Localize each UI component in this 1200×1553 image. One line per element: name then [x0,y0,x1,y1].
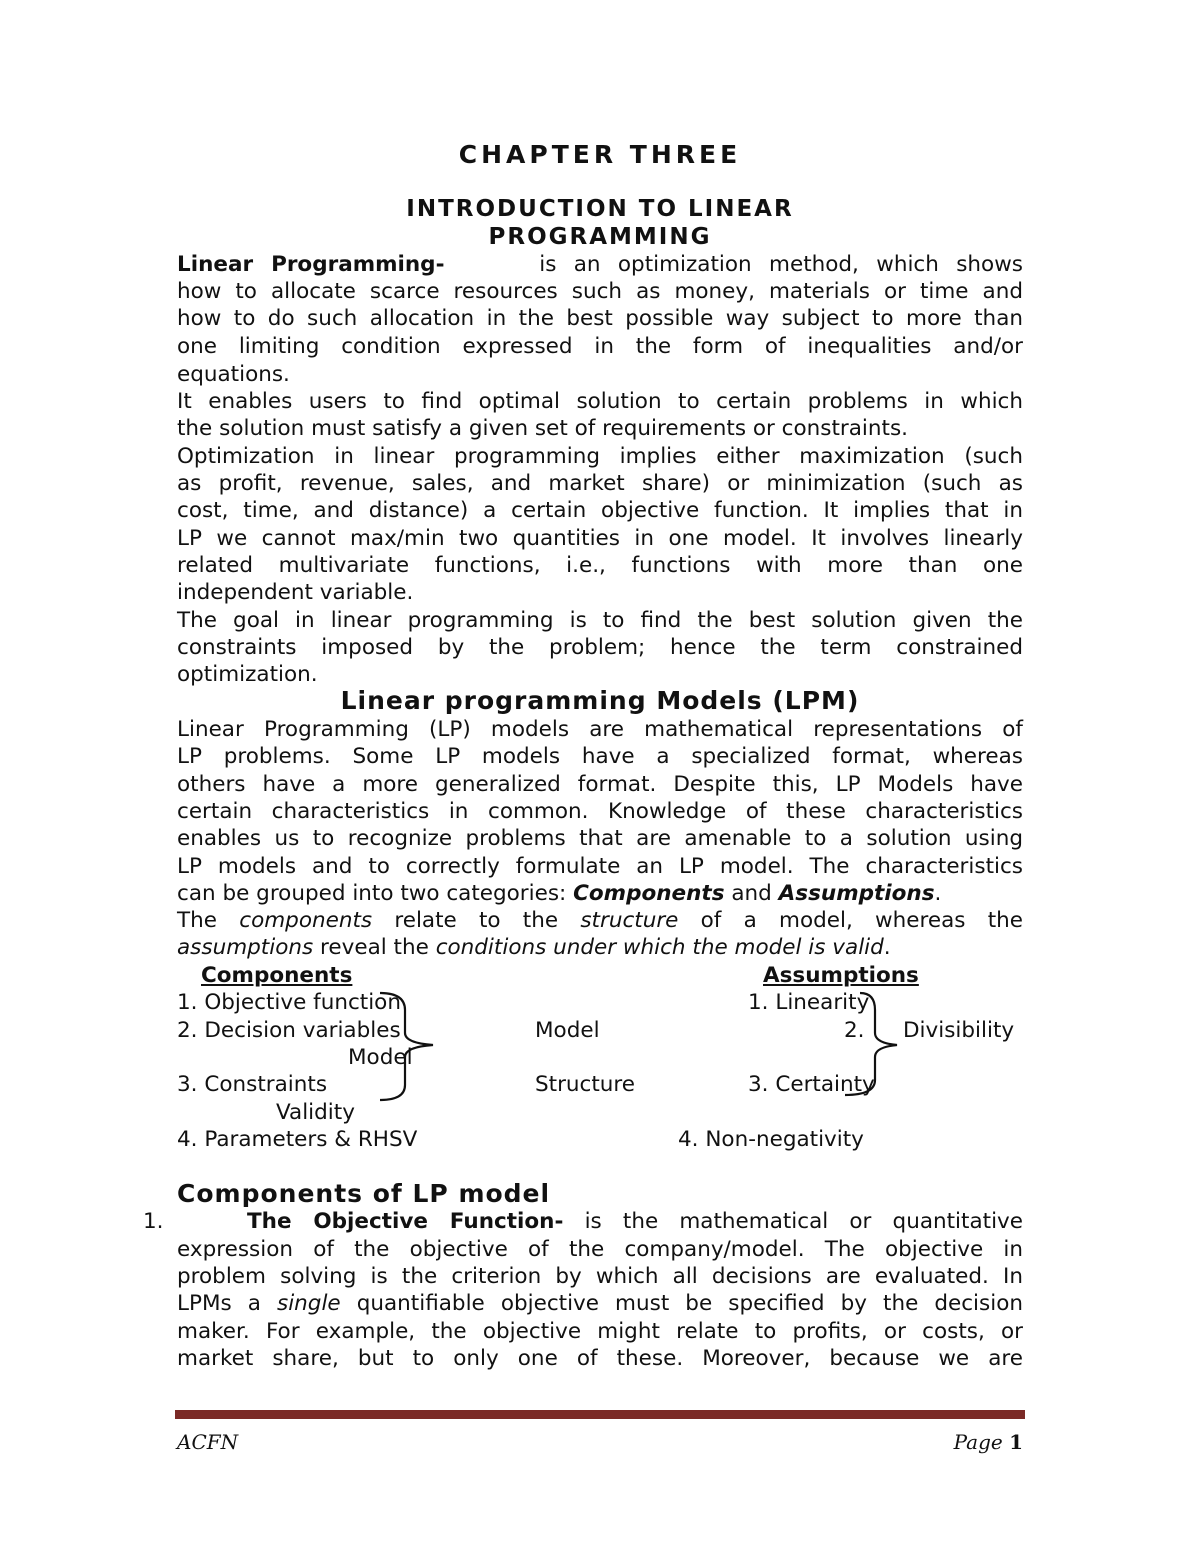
assumption-item: 3. Certainty [748,1072,875,1097]
structure-label: Structure [535,1072,636,1097]
objective-term: The Objective Function- [247,1209,564,1234]
assumption-item: 1. Linearity [748,990,870,1015]
components-header: Components [201,963,353,988]
objective-line: expression of the objective of the company/model. The objective in [177,1237,1023,1262]
para3-line: independent variable. [177,580,414,605]
footer-page: Page 1 [953,1430,1023,1454]
para1-line: how to allocate scarce resources such as money, materials or time and [177,279,1023,304]
para1-line: one limiting condition expressed in the form of inequalities and/or [177,334,1023,359]
assumption-item: 2. [844,1018,865,1043]
para3-line: as profit, revenue, sales, and market share) or minimization (such as [177,471,1023,496]
right-brace-icon [845,993,897,1095]
validity-label: Validity [276,1100,355,1125]
section-title-line1: INTRODUCTION TO LINEAR [406,196,794,222]
section-title-line2: PROGRAMMING [488,224,712,250]
para4-line: The goal in linear programming is to find the best solution given the [177,608,1023,633]
objective-line4: LPMs a single quantifiable objective must be specified by the decision [177,1291,1023,1316]
para3-line: LP we cannot max/min two quantities in one model. It involves linearly [177,526,1023,551]
model-label: Model [535,1018,600,1043]
para2-line: the solution must satisfy a given set of requirements or constraints. [177,416,908,441]
objective-line1: The Objective Function- is the mathematical or quantitative [247,1209,1023,1234]
assumptions-header: Assumptions [763,963,919,988]
chapter-title: CHAPTER THREE [458,140,742,169]
para3-line: related multivariate functions, i.e., functions with more than one [177,553,1023,578]
component-item: 2. Decision variables [177,1018,401,1043]
footer-divider [175,1410,1025,1419]
para5-line: LP models and to correctly formulate an LP model. The characteristics [177,854,1023,879]
para3-line: cost, time, and distance) a certain objective function. It implies that in [177,498,1023,523]
footer-course: ACFN [177,1430,239,1454]
assumption-item: 4. Non-negativity [678,1127,864,1152]
objective-line: market share, but to only one of these. Moreover, because we are [177,1346,1023,1371]
lp-term: Linear Programming- [177,252,445,277]
component-item: 3. Constraints [177,1072,328,1097]
component-item: 1. Objective function [177,990,401,1015]
para5-line: Linear Programming (LP) models are mathematical representations of [177,717,1023,742]
para1-line1: Linear Programming- is an optimization method, which shows [177,252,1023,277]
left-brace-icon [380,993,433,1100]
para3-line: Optimization in linear programming implies either maximization (such [177,444,1023,469]
para1-line: equations. [177,362,290,387]
objective-number: 1. [143,1209,164,1234]
para5-line: enables us to recognize problems that are amenable to a solution using [177,826,1023,851]
para1-line: how to do such allocation in the best possible way subject to more than [177,306,1023,331]
lpm-heading: Linear programming Models (LPM) [340,686,860,715]
objective-line: problem solving is the criterion by which all decisions are evaluated. In [177,1264,1023,1289]
components-heading: Components of LP model [177,1179,551,1208]
para2-line: It enables users to find optimal solution to certain problems in which [177,389,1023,414]
para5-line: certain characteristics in common. Knowledge of these characteristics [177,799,1023,824]
para5-line: others have a more generalized format. Despite this, LP Models have [177,772,1023,797]
model-label-2: Model [348,1045,413,1070]
para5-line7: can be grouped into two categories: Components and Assumptions. [177,881,942,906]
para5-line9: assumptions reveal the conditions under which the model is valid. [177,935,891,960]
assumption-item: Divisibility [903,1018,1015,1043]
para5-line8: The components relate to the structure of a model, whereas the [177,908,1023,933]
para4-line: optimization. [177,662,318,687]
component-item: 4. Parameters & RHSV [177,1127,418,1152]
objective-line: maker. For example, the objective might relate to profits, or costs, or [177,1319,1023,1344]
para4-line: constraints imposed by the problem; hence the term constrained [177,635,1023,660]
para5-line: LP problems. Some LP models have a specialized format, whereas [177,744,1023,769]
